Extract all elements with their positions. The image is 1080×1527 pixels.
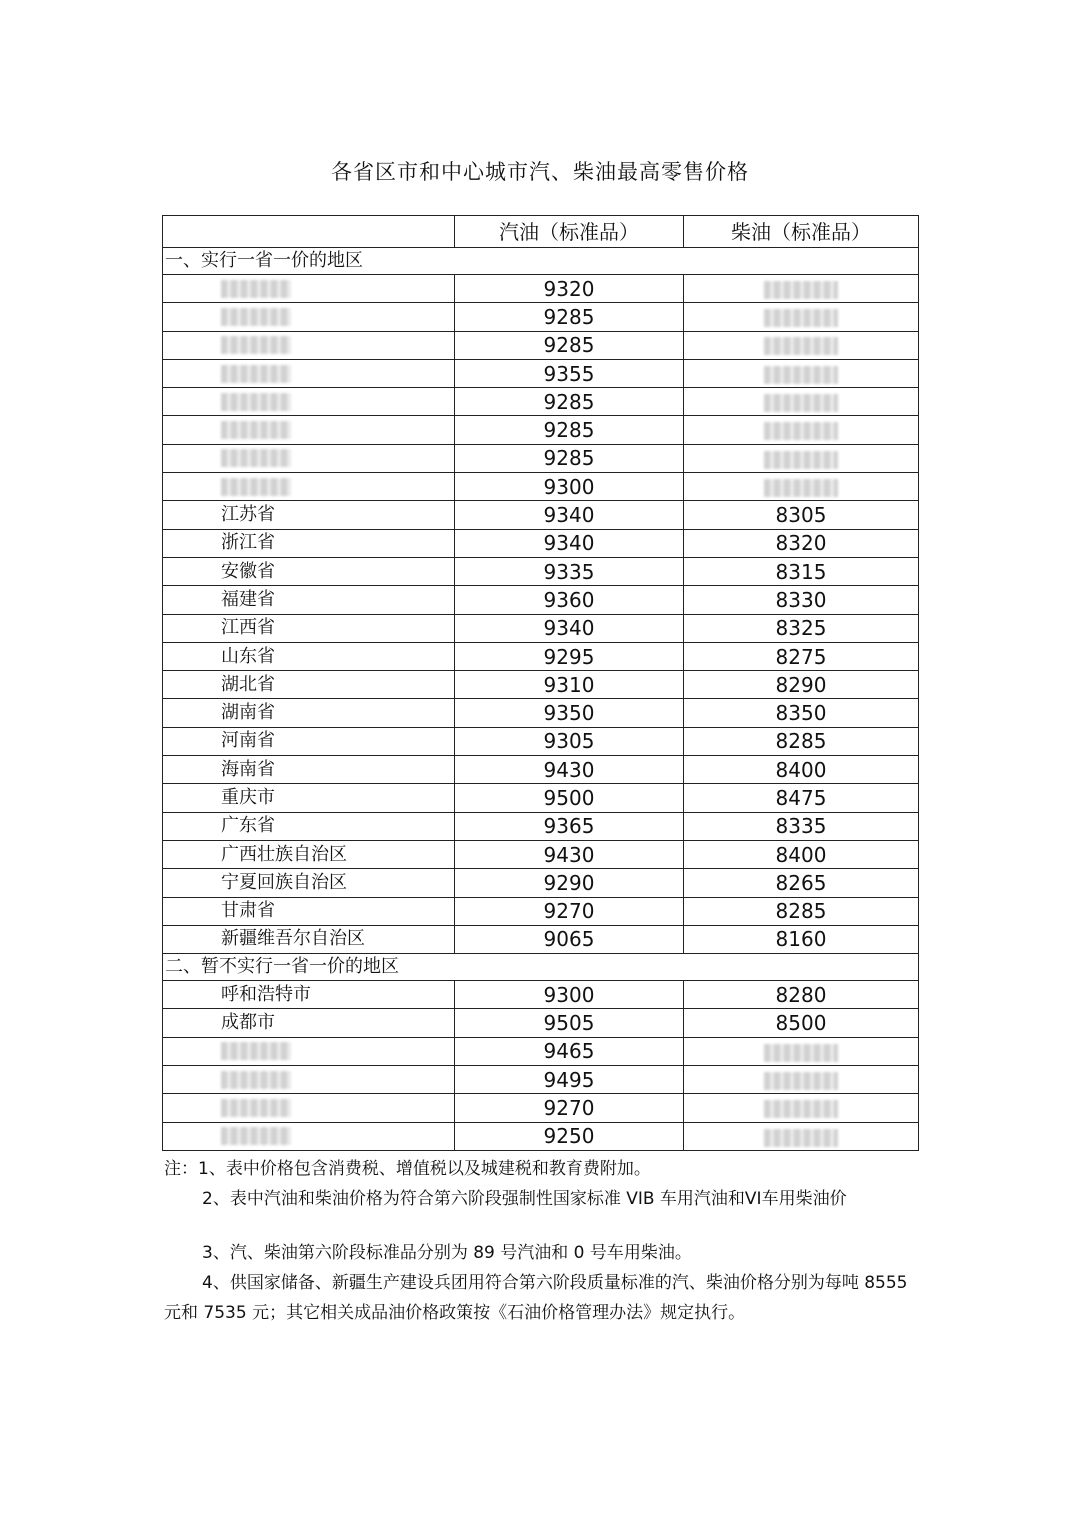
price-table bbox=[162, 215, 919, 1151]
diesel-price-cell: 8335 bbox=[684, 812, 919, 840]
region-cell: 重庆市 bbox=[163, 784, 455, 812]
gasoline-price-cell: 9285 bbox=[455, 303, 684, 331]
redacted-mark bbox=[764, 1044, 838, 1062]
gasoline-price-cell: 9305 bbox=[455, 727, 684, 755]
table-row bbox=[163, 1037, 919, 1065]
table-row bbox=[163, 1066, 919, 1094]
region-cell: 安徽省 bbox=[163, 557, 455, 585]
diesel-price-cell bbox=[684, 303, 919, 331]
note-1: 注：1、表中价格包含消费税、增值税以及城建税和教育费附加。 bbox=[164, 1159, 651, 1179]
table-row bbox=[163, 869, 919, 897]
region-cell: 浙江省 bbox=[163, 529, 455, 557]
table-row bbox=[163, 897, 919, 925]
table-header-row bbox=[163, 216, 919, 248]
section-label: 一、实行一省一价的地区 bbox=[163, 248, 919, 275]
gasoline-price-cell: 9250 bbox=[455, 1122, 684, 1150]
gasoline-price-cell: 9065 bbox=[455, 925, 684, 953]
gasoline-price-cell: 9505 bbox=[455, 1009, 684, 1037]
redacted-mark bbox=[221, 308, 291, 326]
gasoline-price-cell: 9495 bbox=[455, 1066, 684, 1094]
region-cell bbox=[163, 331, 455, 359]
diesel-price-cell bbox=[684, 388, 919, 416]
table-row bbox=[163, 614, 919, 642]
redacted-mark bbox=[764, 451, 838, 469]
table-row bbox=[163, 557, 919, 585]
diesel-price-cell: 8325 bbox=[684, 614, 919, 642]
redacted-mark bbox=[764, 309, 838, 327]
header-diesel: 柴油（标准品） bbox=[684, 216, 919, 248]
region-cell: 广西壮族自治区 bbox=[163, 840, 455, 868]
table-row bbox=[163, 416, 919, 444]
diesel-price-cell bbox=[684, 1094, 919, 1122]
diesel-price-cell: 8315 bbox=[684, 557, 919, 585]
section-row bbox=[163, 248, 919, 275]
table-row bbox=[163, 699, 919, 727]
table-row bbox=[163, 642, 919, 670]
document-title: 各省区市和中心城市汽、柴油最高零售价格 bbox=[331, 160, 749, 184]
table-row bbox=[163, 925, 919, 953]
diesel-price-cell bbox=[684, 1037, 919, 1065]
redacted-mark bbox=[764, 394, 838, 412]
table-row bbox=[163, 671, 919, 699]
redacted-mark bbox=[221, 1042, 291, 1060]
redacted-mark bbox=[221, 280, 291, 298]
header-gasoline: 汽油（标准品） bbox=[455, 216, 684, 248]
table-row bbox=[163, 981, 919, 1009]
region-cell bbox=[163, 416, 455, 444]
redacted-mark bbox=[764, 1072, 838, 1090]
gasoline-price-cell: 9270 bbox=[455, 1094, 684, 1122]
gasoline-price-cell: 9340 bbox=[455, 614, 684, 642]
gasoline-price-cell: 9355 bbox=[455, 359, 684, 387]
region-cell bbox=[163, 1122, 455, 1150]
gasoline-price-cell: 9285 bbox=[455, 331, 684, 359]
diesel-price-cell: 8280 bbox=[684, 981, 919, 1009]
diesel-price-cell bbox=[684, 359, 919, 387]
diesel-price-cell: 8305 bbox=[684, 501, 919, 529]
table-row bbox=[163, 1122, 919, 1150]
redacted-mark bbox=[221, 393, 291, 411]
table-row bbox=[163, 444, 919, 472]
table-row bbox=[163, 388, 919, 416]
diesel-price-cell bbox=[684, 1122, 919, 1150]
diesel-price-cell: 8350 bbox=[684, 699, 919, 727]
region-cell bbox=[163, 275, 455, 303]
region-cell: 河南省 bbox=[163, 727, 455, 755]
region-cell: 呼和浩特市 bbox=[163, 981, 455, 1009]
gasoline-price-cell: 9430 bbox=[455, 756, 684, 784]
redacted-mark bbox=[764, 337, 838, 355]
redacted-mark bbox=[221, 365, 291, 383]
diesel-price-cell: 8330 bbox=[684, 586, 919, 614]
redacted-mark bbox=[221, 1099, 291, 1117]
diesel-price-cell bbox=[684, 473, 919, 501]
gasoline-price-cell: 9295 bbox=[455, 642, 684, 670]
region-cell: 江苏省 bbox=[163, 501, 455, 529]
diesel-price-cell bbox=[684, 331, 919, 359]
gasoline-price-cell: 9340 bbox=[455, 501, 684, 529]
redacted-mark bbox=[221, 1127, 291, 1145]
diesel-price-cell: 8285 bbox=[684, 897, 919, 925]
note-3: 3、汽、柴油第六阶段标准品分别为 89 号汽油和 0 号车用柴油。 bbox=[202, 1243, 692, 1263]
region-cell bbox=[163, 473, 455, 501]
redacted-mark bbox=[764, 1129, 838, 1147]
gasoline-price-cell: 9285 bbox=[455, 388, 684, 416]
table-row bbox=[163, 727, 919, 755]
redacted-mark bbox=[764, 366, 838, 384]
diesel-price-cell: 8400 bbox=[684, 756, 919, 784]
table-row bbox=[163, 473, 919, 501]
gasoline-price-cell: 9465 bbox=[455, 1037, 684, 1065]
region-cell: 广东省 bbox=[163, 812, 455, 840]
region-cell: 宁夏回族自治区 bbox=[163, 869, 455, 897]
region-cell: 新疆维吾尔自治区 bbox=[163, 925, 455, 953]
region-cell bbox=[163, 1066, 455, 1094]
gasoline-price-cell: 9310 bbox=[455, 671, 684, 699]
gasoline-price-cell: 9290 bbox=[455, 869, 684, 897]
table-row bbox=[163, 812, 919, 840]
diesel-price-cell: 8400 bbox=[684, 840, 919, 868]
gasoline-price-cell: 9320 bbox=[455, 275, 684, 303]
table-row bbox=[163, 784, 919, 812]
diesel-price-cell: 8320 bbox=[684, 529, 919, 557]
diesel-price-cell: 8500 bbox=[684, 1009, 919, 1037]
section-label: 二、暂不实行一省一价的地区 bbox=[163, 954, 919, 981]
region-cell: 湖北省 bbox=[163, 671, 455, 699]
region-cell bbox=[163, 359, 455, 387]
table-row bbox=[163, 275, 919, 303]
diesel-price-cell: 8285 bbox=[684, 727, 919, 755]
redacted-mark bbox=[221, 449, 291, 467]
section-row bbox=[163, 954, 919, 981]
table-row bbox=[163, 586, 919, 614]
region-cell: 成都市 bbox=[163, 1009, 455, 1037]
note-4: 4、供国家储备、新疆生产建设兵团用符合第六阶段质量标准的汽、柴油价格分别为每吨 8555 元和 7535 元；其它相关成品油价格政策按《石油价格管理办法》规定执行。 bbox=[164, 1273, 908, 1323]
region-cell bbox=[163, 444, 455, 472]
diesel-price-cell: 8275 bbox=[684, 642, 919, 670]
gasoline-price-cell: 9360 bbox=[455, 586, 684, 614]
diesel-price-cell bbox=[684, 444, 919, 472]
table-row bbox=[163, 303, 919, 331]
table-row bbox=[163, 840, 919, 868]
diesel-price-cell bbox=[684, 416, 919, 444]
redacted-mark bbox=[221, 336, 291, 354]
table-row bbox=[163, 529, 919, 557]
region-cell: 甘肃省 bbox=[163, 897, 455, 925]
redacted-mark bbox=[221, 421, 291, 439]
redacted-mark bbox=[764, 479, 838, 497]
diesel-price-cell: 8265 bbox=[684, 869, 919, 897]
region-cell: 海南省 bbox=[163, 756, 455, 784]
diesel-price-cell: 8475 bbox=[684, 784, 919, 812]
diesel-price-cell bbox=[684, 1066, 919, 1094]
redacted-mark bbox=[764, 1100, 838, 1118]
redacted-mark bbox=[764, 281, 838, 299]
redacted-mark bbox=[221, 478, 291, 496]
table-row bbox=[163, 756, 919, 784]
region-cell bbox=[163, 303, 455, 331]
gasoline-price-cell: 9285 bbox=[455, 416, 684, 444]
region-cell: 福建省 bbox=[163, 586, 455, 614]
diesel-price-cell: 8290 bbox=[684, 671, 919, 699]
table-row bbox=[163, 331, 919, 359]
region-cell bbox=[163, 1094, 455, 1122]
region-cell bbox=[163, 1037, 455, 1065]
gasoline-price-cell: 9350 bbox=[455, 699, 684, 727]
gasoline-price-cell: 9500 bbox=[455, 784, 684, 812]
region-cell: 山东省 bbox=[163, 642, 455, 670]
gasoline-price-cell: 9270 bbox=[455, 897, 684, 925]
gasoline-price-cell: 9300 bbox=[455, 473, 684, 501]
notes bbox=[164, 1154, 924, 1328]
region-cell: 湖南省 bbox=[163, 699, 455, 727]
table-row bbox=[163, 1094, 919, 1122]
header-region bbox=[163, 216, 455, 248]
gasoline-price-cell: 9300 bbox=[455, 981, 684, 1009]
gasoline-price-cell: 9285 bbox=[455, 444, 684, 472]
region-cell: 江西省 bbox=[163, 614, 455, 642]
diesel-price-cell: 8160 bbox=[684, 925, 919, 953]
redacted-mark bbox=[221, 1071, 291, 1089]
note-2: 2、表中汽油和柴油价格为符合第六阶段强制性国家标准 VIB 车用汽油和VI车用柴油价 bbox=[202, 1189, 847, 1209]
table-row bbox=[163, 1009, 919, 1037]
diesel-price-cell bbox=[684, 275, 919, 303]
table-row bbox=[163, 501, 919, 529]
gasoline-price-cell: 9335 bbox=[455, 557, 684, 585]
gasoline-price-cell: 9365 bbox=[455, 812, 684, 840]
redacted-mark bbox=[764, 422, 838, 440]
gasoline-price-cell: 9430 bbox=[455, 840, 684, 868]
region-cell bbox=[163, 388, 455, 416]
table-row bbox=[163, 359, 919, 387]
gasoline-price-cell: 9340 bbox=[455, 529, 684, 557]
